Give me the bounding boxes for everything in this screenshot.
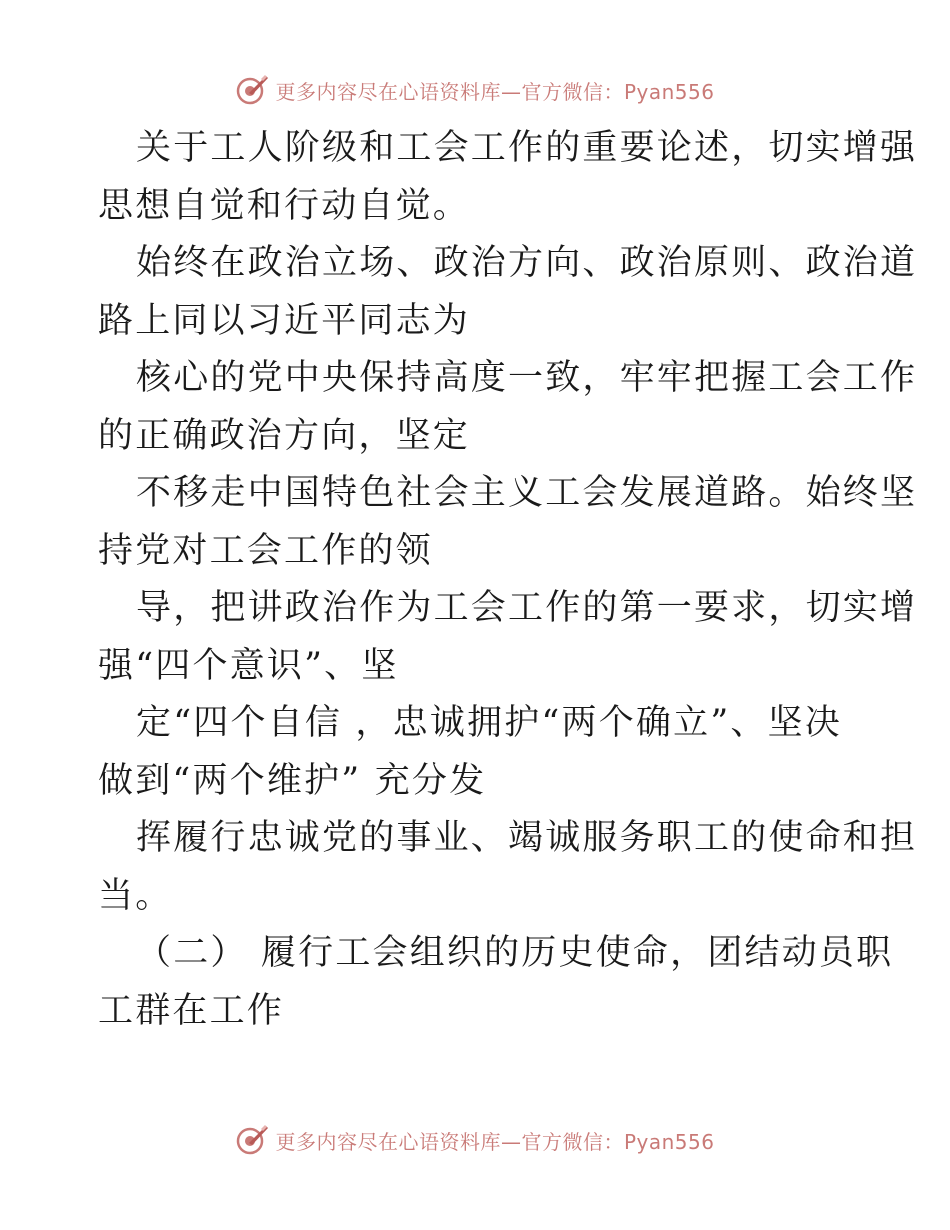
text-line: 始终在政治立场、政治方向、政治原则、政治道: [136, 243, 918, 283]
quill-logo-icon: [235, 1123, 269, 1157]
watermark-text: 更多内容尽在心语资料库—官方微信：Pyan556: [275, 79, 715, 104]
text-line: 路上同以习近平同志为: [98, 300, 471, 341]
quill-logo-icon: [235, 73, 269, 107]
watermark-text: 更多内容尽在心语资料库—官方微信：Pyan556: [275, 1129, 715, 1154]
text-line: 的正确政治方向，坚定: [98, 415, 471, 456]
text-line: 做到“两个维护” 充分发: [98, 760, 487, 801]
text-line: 强“四个意识”、坚: [98, 645, 399, 686]
section-heading-line: （二） 履行工会组织的历史使命，团结动员职: [136, 933, 894, 973]
document-body: [98, 120, 918, 1040]
text-line: 定“四个自信 ，忠诚拥护“两个确立”、坚决: [136, 703, 843, 743]
text-line: 工群在工作: [98, 990, 285, 1031]
text-line: 持党对工会工作的领: [98, 530, 433, 571]
text-line: 挥履行忠诚党的事业、竭诚服务职工的使命和担: [136, 818, 918, 858]
text-line: 关于工人阶级和工会工作的重要论述，切实增强: [136, 128, 918, 168]
footer-watermark: [0, 1120, 950, 1160]
text-line: 不移走中国特色社会主义工会发展道路。始终坚: [136, 473, 918, 513]
text-line: 核心的党中央保持高度一致，牢牢把握工会工作: [136, 358, 918, 398]
text-line: 导，把讲政治作为工会工作的第一要求，切实增: [136, 588, 918, 628]
text-line: 思想自觉和行动自觉。: [98, 185, 471, 226]
header-watermark: [0, 70, 950, 110]
text-line: 当。: [98, 875, 173, 916]
